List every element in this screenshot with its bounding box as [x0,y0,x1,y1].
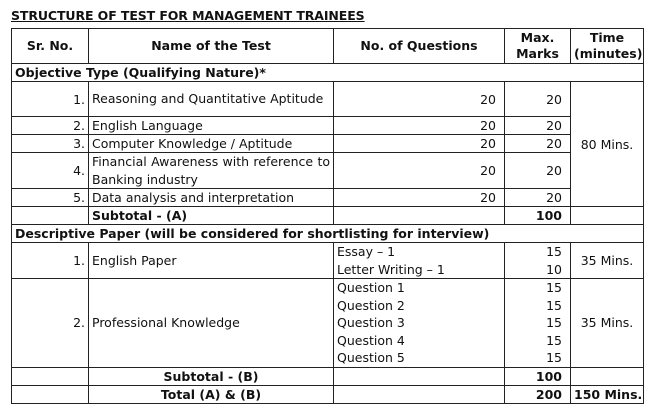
sr-cell: 5. [12,189,89,207]
item-label: Question 1 [337,280,405,295]
subtotal-a-marks: 100 [505,207,571,225]
english-marks [505,243,571,279]
questions-cell: 20 [334,189,505,207]
header-row [12,29,644,64]
total-marks: 200 [505,385,571,403]
header-sr-no: Sr. No. [12,29,89,64]
test-structure-table [11,28,644,404]
professional-marks [505,279,571,368]
table-row [12,135,644,153]
marks-cell: 20 [505,117,571,135]
section-a-heading-row [12,64,644,82]
header-questions: No. of Questions [334,29,505,64]
table-row [12,153,644,189]
sr-cell: 1. [12,243,89,279]
sr-cell: 3. [12,135,89,153]
subtotal-b-row [12,367,644,385]
item-marks: 15 [546,315,562,330]
test-name-cell: Professional Knowledge [89,279,334,368]
item-label: Letter Writing – 1 [337,261,445,277]
questions-cell: 20 [334,135,505,153]
sr-cell: 4. [12,153,89,189]
test-name-cell: Data analysis and interpretation [89,189,334,207]
test-name-cell: English Language [89,117,334,135]
page-title: STRUCTURE OF TEST FOR MANAGEMENT TRAINEES [11,8,365,23]
subtotal-a-row [12,207,644,225]
test-name-cell: Financial Awareness with reference to Banking industry [89,153,334,189]
header-max-marks: Max. Marks [505,29,571,64]
subtotal-b-label: Subtotal - (B) [89,367,334,385]
item-label: Question 2 [337,297,405,313]
subtotal-b-marks: 100 [505,367,571,385]
total-row [12,385,644,403]
total-time: 150 Mins. [571,385,644,403]
english-items [334,243,505,279]
item-label: Essay – 1 [337,244,396,259]
professional-time: 35 Mins. [571,279,644,368]
item-marks: 15 [546,244,562,259]
table-row [12,117,644,135]
section-a-time: 80 Mins. [571,82,644,207]
item-marks: 15 [546,297,562,313]
marks-cell: 20 [505,189,571,207]
english-time: 35 Mins. [571,243,644,279]
section-b-heading: Descriptive Paper (will be considered for shortlisting for interview) [12,225,644,243]
table-row [12,189,644,207]
item-marks: 15 [546,350,562,365]
header-time: Time (minutes) [571,29,644,64]
table-row [12,243,644,279]
item-marks: 15 [546,332,562,348]
professional-items [334,279,505,368]
total-label: Total (A) & (B) [89,385,334,403]
questions-cell: 20 [334,153,505,189]
test-name-cell: Reasoning and Quantitative Aptitude [89,82,334,117]
header-name: Name of the Test [89,29,334,64]
sr-cell: 2. [12,279,89,368]
item-label: Question 4 [337,332,405,348]
section-b-heading-row [12,225,644,243]
marks-cell: 20 [505,135,571,153]
marks-cell: 20 [505,153,571,189]
sr-cell: 1. [12,82,89,117]
item-marks: 15 [546,280,562,295]
test-name-cell: English Paper [89,243,334,279]
table-row [12,279,644,368]
subtotal-a-label: Subtotal - (A) [89,207,334,225]
item-marks: 10 [546,261,562,277]
item-label: Question 3 [337,315,405,330]
test-name-cell: Computer Knowledge / Aptitude [89,135,334,153]
questions-cell: 20 [334,117,505,135]
marks-cell: 20 [505,82,571,117]
item-label: Question 5 [337,350,405,365]
section-a-heading: Objective Type (Qualifying Nature)* [12,64,644,82]
questions-cell: 20 [334,82,505,117]
table-row [12,82,644,117]
sr-cell: 2. [12,117,89,135]
